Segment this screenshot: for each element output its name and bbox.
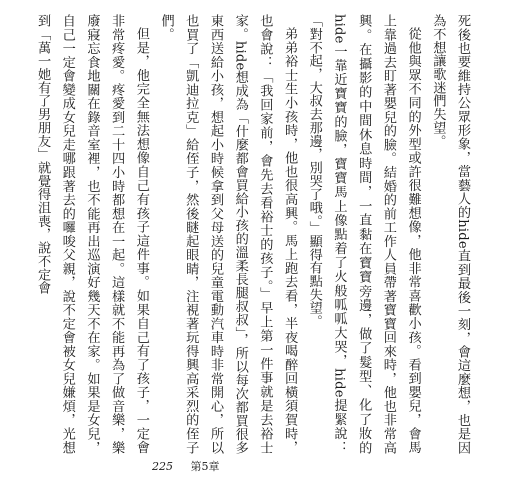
chapter-label: 第5章 [190,460,220,473]
paragraph: 從他與眾不同的外型或許很難想像，他非常喜歡小孩。看到嬰兒，會馬上靠過去盯著嬰兒的臉。結婚的前工作人員帶著寶寶回來時，他也非常高興。在攝影的中間休息時間，一直黏在寶寶旁邊，做了髮型、化了妝的hide一靠近寶寶的臉，寶寶馬上像點着了火般呱呱大哭，hide提緊說：「對不起，大叔去那邊，別哭了哦。」顯得有點失望。 [306,14,421,454]
paragraph: 死後也要維持公眾形象，當藝人的hide直到最後一刻，會這麼想，也是因為不想讓歌迷們失望。 [430,14,470,454]
paragraph: 弟弟裕士生小孩時，他也很高興。馬上跑去看，半夜喝醉回橫須賀時，也會說：「我回家前，會先去看裕士的孩子。」早上第一件事就是去裕士家。hide想成為「什麼都會買給小孩的溫柔長腿叔叔」，所以每次都買很多東西送給小孩，想起小時候拿到父母送的兒童電動汽車時非常開心，所以也買了「凱迪拉克」給侄子，然後瞇起眼睛，注視著玩得興高采烈的侄子們。 [158,14,298,454]
page-footer [152,458,220,474]
paragraph: 但是，他完全無法想像自己有孩子這件事。如果自己有了孩子，一定會非常疼愛。疼愛到二十四小時都想在一起。這樣就不能再為了做音樂，樂廢寢忘食地關在錄音室裡，也不能再出巡演好幾天不在家。如果是女兒，自己一定會變成女兒走哪跟著去的囉唆父親，說不定會被女兒嫌煩，光想到「萬一她有了男朋友」就覺得沮喪，說不定會 [35,14,149,454]
page-number: 225 [152,460,173,473]
vertical-text-body [35,14,474,454]
